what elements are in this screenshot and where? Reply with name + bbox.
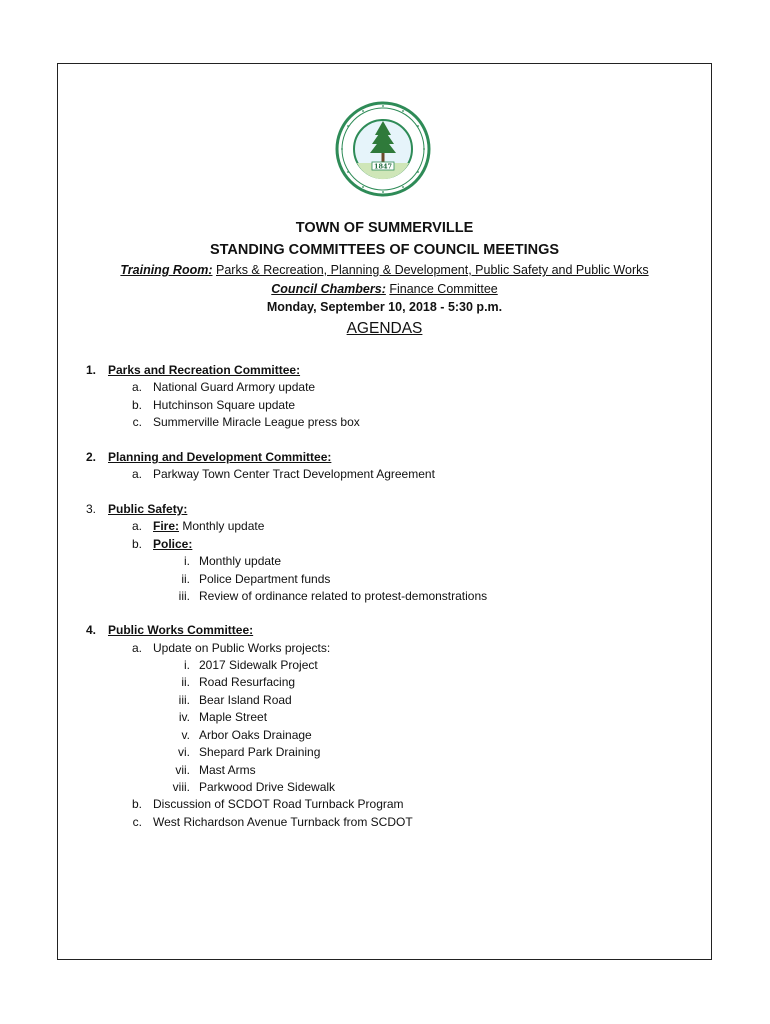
item-marker: a.	[131, 467, 142, 481]
item-marker: c.	[132, 815, 142, 829]
subitem-marker: iii.	[178, 589, 190, 603]
item-marker: b.	[131, 537, 142, 551]
agenda-subitem: Mast Arms	[199, 763, 256, 777]
section-title: Planning and Development Committee:	[108, 450, 332, 464]
agenda-subitem: Maple Street	[199, 710, 268, 724]
subitem-marker: v.	[181, 728, 190, 742]
subitem-marker: viii.	[172, 780, 190, 794]
agenda-item: Discussion of SCDOT Road Turnback Program	[153, 797, 404, 811]
subitem-marker: vii.	[175, 763, 190, 777]
item-text: Monthly update	[182, 519, 265, 533]
subitem-marker: i.	[184, 554, 190, 568]
item-marker: a.	[131, 380, 142, 394]
agenda-item	[153, 519, 264, 533]
subitem-marker: i.	[184, 658, 190, 672]
agenda-subitem: Monthly update	[199, 554, 282, 568]
section-title: Parks and Recreation Committee:	[108, 363, 301, 377]
agenda-subitem: Arbor Oaks Drainage	[199, 728, 312, 742]
agenda-item: Hutchinson Square update	[153, 398, 296, 412]
council-chambers-line	[57, 282, 712, 296]
agenda-subitem: Police Department funds	[199, 572, 331, 586]
item-marker: b.	[131, 797, 142, 811]
meeting-title: STANDING COMMITTEES OF COUNCIL MEETINGS	[209, 242, 560, 258]
agenda-subitem: Bear Island Road	[199, 693, 292, 707]
item-marker: b.	[131, 398, 142, 412]
agenda-item: National Guard Armory update	[153, 380, 316, 394]
section-number: 4.	[86, 623, 97, 637]
town-name: TOWN OF SUMMERVILLE	[295, 220, 474, 236]
agenda-subitem: Parkwood Drive Sidewalk	[199, 780, 336, 794]
item-marker: a.	[131, 519, 142, 533]
agenda-item: Parkway Town Center Tract Development Agreement	[153, 467, 435, 481]
agenda-subitem: 2017 Sidewalk Project	[199, 658, 318, 672]
council-chambers-label: Council Chambers:	[271, 282, 386, 296]
section-number: 3.	[86, 502, 97, 516]
agendas-heading: AGENDAS	[346, 320, 423, 337]
subitem-marker: ii.	[181, 675, 190, 689]
agenda-subitem: Shepard Park Draining	[199, 745, 321, 759]
svg-text:1847: 1847	[373, 162, 393, 171]
council-chambers-text: Finance Committee	[389, 282, 498, 296]
meeting-date: Monday, September 10, 2018 - 5:30 p.m.	[266, 300, 503, 314]
town-seal-logo	[335, 101, 431, 197]
subitem-marker: vi.	[178, 745, 190, 759]
agenda-subitem: Road Resurfacing	[199, 675, 296, 689]
training-room-label: Training Room:	[120, 263, 213, 277]
section-title: Public Safety:	[108, 502, 188, 516]
subitem-marker: ii.	[181, 572, 190, 586]
training-room-line	[57, 263, 712, 277]
agenda-item: Summerville Miracle League press box	[153, 415, 360, 429]
subitem-marker: iii.	[178, 693, 190, 707]
section-number: 1.	[86, 363, 97, 377]
item-label: Fire:	[153, 519, 180, 533]
agenda-item: Update on Public Works projects:	[153, 641, 331, 655]
section-number: 2.	[86, 450, 97, 464]
agenda-item: West Richardson Avenue Turnback from SCDOT	[153, 815, 413, 829]
item-marker: c.	[132, 415, 142, 429]
agenda-subitem: Review of ordinance related to protest-demonstrations	[199, 589, 488, 603]
item-marker: a.	[131, 641, 142, 655]
section-title: Public Works Committee:	[108, 623, 254, 637]
training-room-text: Parks & Recreation, Planning & Development, Public Safety and Public Works	[216, 263, 649, 277]
subitem-marker: iv.	[178, 710, 190, 724]
item-label: Police:	[153, 537, 193, 551]
